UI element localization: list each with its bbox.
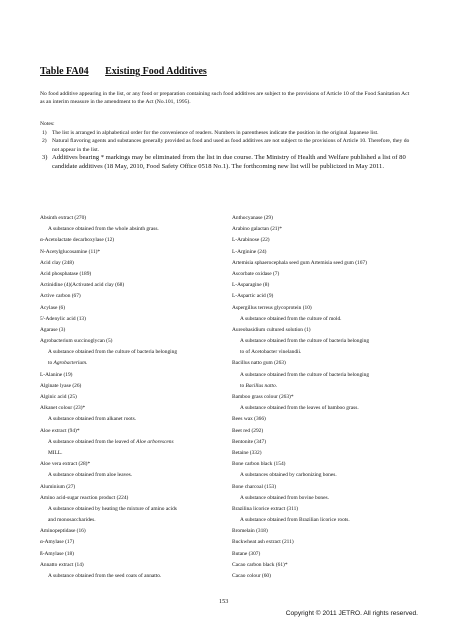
additive-entry: Aureobasidium cultured solution (1) — [232, 326, 311, 333]
notes-list — [40, 129, 416, 171]
additive-entry: ß-Amylase (18) — [40, 550, 74, 557]
additive-description: A substance obtained from alkanet roots. — [48, 416, 137, 423]
intro-paragraph: No food additive appearing in the list, or any food or preparation containing such food additives are subject to the provisions of Article 10 of the Food Sanitation Act as an interim measure in the amendment to the Act (No.101, 1995). — [40, 91, 410, 106]
note-text: Additives bearing * markings may be eliminated from the list in due course. The Ministry of Health and Welfare published a list of 80 candidate additives (18 May, 2010, Food Safety Office 0518 No.1). The forthcoming new list will be publicized in May 2011. — [52, 154, 406, 170]
table-title: Existing Food Additives — [105, 66, 207, 77]
note-text: Natural flavoring agents and substances generally provided as food and used as food additives are not subject to the provisions of Article 10. Therefore, they do not appear in the list. — [52, 138, 410, 153]
page-number: 153 — [219, 598, 229, 605]
additive-entry: Active carbon (67) — [40, 293, 81, 300]
additive-entry: L-Alanine (19) — [40, 371, 73, 378]
additive-entry: Aloe extract (94)* — [40, 427, 80, 434]
additive-entry: Brazilina licorice extract (311) — [232, 505, 299, 512]
additive-entry: Agrobacterium succinoglycan (5) — [40, 338, 113, 345]
additive-entry: Acid clay (248) — [40, 259, 74, 266]
additive-entry: Bamboo grass colour (263)* — [232, 394, 294, 400]
additive-description: A substance obtained from the leaved of Aloe arborescens — [48, 438, 174, 445]
additive-description: A substance obtained from the culture of bacteria belonging — [48, 349, 178, 356]
additive-description: MILL. — [48, 449, 63, 456]
additive-description: to of Acetobacter vinelandii. — [240, 349, 302, 356]
additive-entry: Absinth extract (270) — [40, 215, 87, 221]
table-heading — [40, 66, 207, 77]
additive-entry: L-Arginine (24) — [232, 248, 267, 255]
additive-entry: L-Aspartic acid (9) — [232, 293, 274, 300]
additive-description: to Bacillus natto. — [240, 382, 278, 389]
note-item — [40, 137, 416, 154]
additive-description: to Agrobacterium. — [48, 360, 88, 367]
additive-entry: Butane (307) — [232, 550, 261, 557]
additive-entry: Alkanet colour (23)* — [40, 405, 86, 412]
additive-entry: Bone carbon black (154) — [232, 461, 286, 468]
additive-entry: Bacillus natto gum (263) — [232, 360, 286, 367]
additive-entry: Ascorbate oxidase (7) — [232, 270, 280, 277]
additive-entry: Aminopeptidase (16) — [40, 528, 86, 535]
additive-description: A substance obtained from aloe leaves. — [48, 472, 133, 479]
additive-description: A substance obtained from the leaves of bamboo grass. — [240, 405, 359, 412]
additive-entry: Anthocyanase (29) — [232, 215, 273, 221]
additive-entry: Artemisia sphaerocephala seed gum Artemisia seed gum (167) — [232, 259, 367, 266]
additive-description: and monosaccharides. — [48, 517, 96, 524]
additive-entry: Agarase (3) — [40, 326, 66, 333]
additive-entry: Cacao carbon black (61)* — [232, 561, 288, 568]
additive-entry: Actinidine (4)(Activated acid clay (68) — [40, 282, 125, 289]
additive-description: A substances obtained by carbonizing bones. — [240, 472, 337, 479]
note-number: 2) — [42, 138, 47, 145]
note-text: The list is arranged in alphabetical order for the convenience of readers. Numbers in parentheses indicate the position in the original Japanese list. — [52, 130, 379, 136]
additive-entry: Bone charcoal (153) — [232, 483, 277, 490]
additive-description: A substance obtained from the whole absinth grass. — [48, 226, 159, 233]
table-id: Table FA04 — [40, 66, 89, 77]
additive-entry: N-Acetylglucosamine (11)* — [40, 248, 101, 255]
additive-entry: Amino acid-sugar reaction product (224) — [40, 494, 129, 501]
additive-entry: Beet red (292) — [232, 427, 264, 434]
notes-heading: Notes: — [40, 121, 55, 127]
additive-entry: Aspergillus terreus glycoprotein (10) — [232, 304, 312, 311]
note-item — [40, 154, 416, 171]
additive-entry: Acylase (6) — [40, 304, 65, 311]
additive-list-left-column — [40, 213, 220, 582]
additive-entry: 5'-Adenylic acid (13) — [40, 315, 86, 322]
additive-entry: Betaine (332) — [232, 449, 262, 456]
additive-entry: L-Arabinose (22) — [232, 237, 270, 244]
additive-entry: α-Acetolactate decarboxylase (12) — [40, 237, 115, 244]
additive-description: A substance obtained from the seed coats of annatto. — [48, 573, 162, 579]
additive-entry: Bentonite (347) — [232, 438, 266, 445]
additive-entry: Cacao colour (60) — [232, 573, 271, 579]
additive-entry: Arabino galactan (21)* — [232, 226, 282, 233]
additive-entry: Acid phosphatase (189) — [40, 270, 92, 277]
additive-entry: α-Amylase (17) — [40, 539, 75, 546]
additive-entry: Alginic acid (25) — [40, 394, 77, 400]
additive-entry: Aloe vera extract (28)* — [40, 461, 91, 468]
note-number: 3) — [42, 154, 48, 162]
additive-description: A substance obtained from the culture of mold. — [240, 315, 342, 322]
copyright-notice: Copyright © 2011 JETRO. All rights reserved. — [285, 610, 418, 617]
additive-description: A substance obtained from bovine bones. — [240, 494, 329, 501]
note-item — [40, 129, 416, 137]
additive-description: A substance obtained by heating the mixture of amino acids — [48, 505, 177, 512]
additive-list-right-column — [232, 213, 412, 582]
additive-description: A substance obtained from Brazilian licorice roots. — [240, 517, 350, 524]
additive-entry: Bromelain (318) — [232, 528, 268, 535]
additive-description: A substance obtained from the culture of bacteria belonging — [240, 371, 370, 378]
additive-description: A substance obtained from the culture of bacteria belonging — [240, 338, 370, 345]
note-number: 1) — [42, 130, 47, 136]
additive-entry: Annatto extract (14) — [40, 561, 84, 568]
additive-entry: Bees wax (366) — [232, 416, 266, 423]
additive-entry: L-Asparagine (8) — [232, 282, 270, 289]
additive-entry: Alginate lyase (26) — [40, 382, 82, 389]
additive-entry: Buckwheat ash extract (211) — [232, 539, 294, 546]
additive-entry: Aluminium (27) — [40, 483, 76, 490]
